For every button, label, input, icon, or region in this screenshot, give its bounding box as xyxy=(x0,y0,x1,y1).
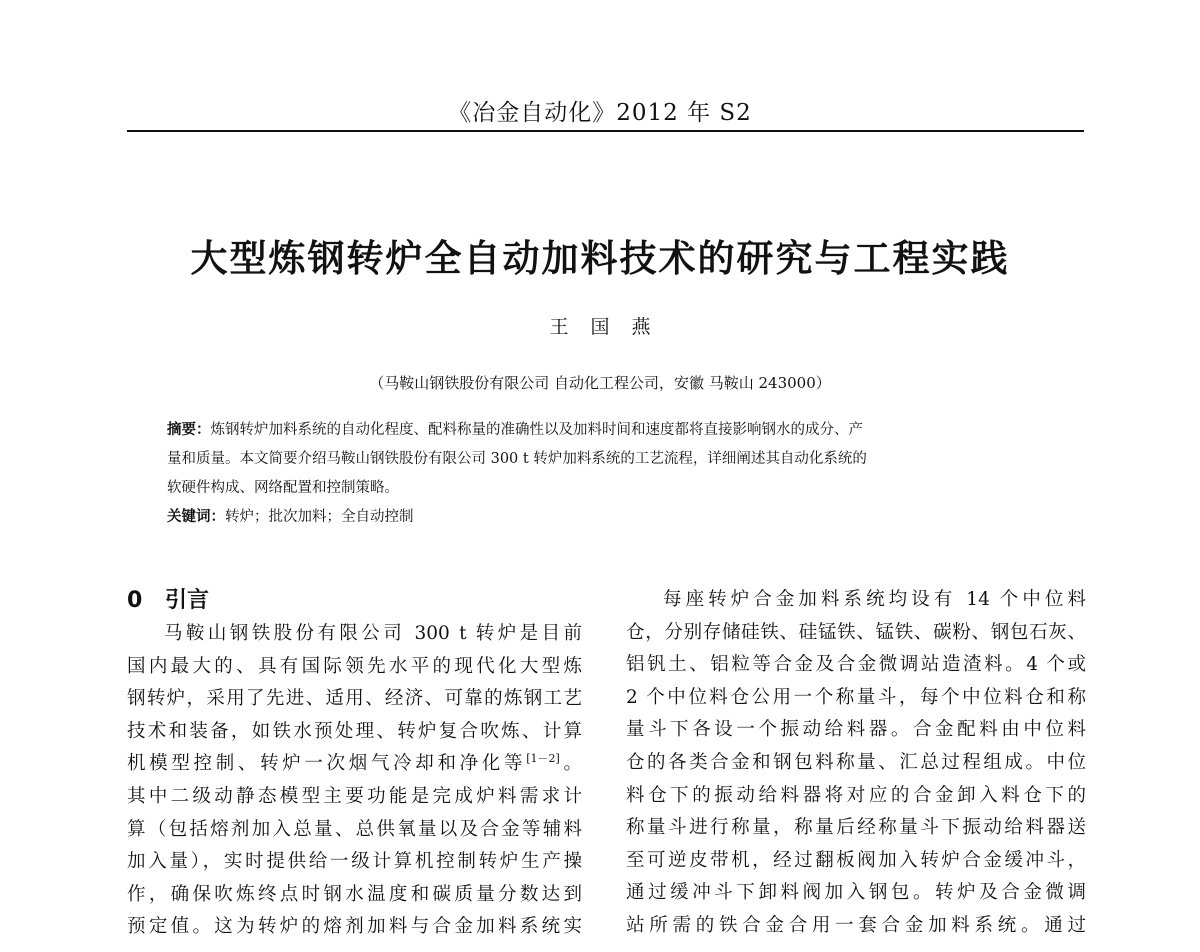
body-line: 其中二级动静态模型主要功能是完成炉料需求计 xyxy=(127,785,582,807)
abstract-text: 炼钢转炉加料系统的自动化程度、配料称量的准确性以及加料时间和速度都将直接影响钢水的成分、产 xyxy=(210,422,863,438)
header-rule xyxy=(127,130,1084,132)
abstract-line xyxy=(167,416,1053,445)
running-header: 《冶金自动化》2012 年 S2 xyxy=(448,100,752,126)
abstract-line: 量和质量。本文简要介绍马鞍山钢铁股份有限公司 300 t 转炉加料系统的工艺流程，详细阐述其自动化系统的 xyxy=(167,451,867,467)
body-line: 仓的各类合金和钢包料称量、汇总过程组成。中位 xyxy=(626,751,1086,773)
body-line: 至可逆皮带机，经过翻板阀加入转炉合金缓冲斗， xyxy=(626,849,1086,871)
right-column xyxy=(626,584,1086,943)
keywords-text: 转炉；批次加料；全自动控制 xyxy=(225,509,414,525)
body-line: 站所需的铁合金合用一套合金加料系统。通过 xyxy=(626,914,1086,936)
body-line xyxy=(127,748,582,781)
body-text: 机模型控制、转炉一次烟气冷却和净化等 xyxy=(127,753,527,775)
keywords-line xyxy=(167,503,1053,532)
body-line: 量斗下各设一个振动给料器。合金配料由中位料 xyxy=(626,719,1086,741)
affiliation: （马鞍山钢铁股份有限公司 自动化工程公司，安徽 马鞍山 243000） xyxy=(369,374,831,392)
section-title: 引言 xyxy=(165,588,210,613)
keywords-label: 关键词： xyxy=(167,509,225,525)
section-heading xyxy=(127,584,582,618)
body-line: 通过缓冲斗下卸料阀加入钢包。转炉及合金微调 xyxy=(626,882,1086,904)
abstract-line: 软硬件构成、网络配置和控制策略。 xyxy=(167,480,399,496)
paper-title: 大型炼钢转炉全自动加料技术的研究与工程实践 xyxy=(190,237,1010,280)
author-name: 王国燕 xyxy=(549,316,673,338)
body-line: 技术和装备，如铁水预处理、转炉复合吹炼、计算 xyxy=(127,720,582,742)
body-line: 马鞍山钢铁股份有限公司 300 t 转炉是目前 xyxy=(164,623,582,644)
body-line: 加入量），实时提供给一级计算机控制转炉生产操 xyxy=(127,851,582,873)
section-number: 0 xyxy=(127,588,143,613)
abstract-label: 摘要： xyxy=(167,422,211,438)
body-line: 料仓下的振动给料器将对应的合金卸入料仓下的 xyxy=(626,784,1086,806)
citation-ref: [1－2] xyxy=(526,752,560,766)
body-line: 铝钒土、铝粒等合金及合金微调站造渣料。4 个或 xyxy=(626,654,1086,676)
body-line: 2 个中位料仓公用一个称量斗，每个中位料仓和称 xyxy=(626,686,1086,708)
left-column xyxy=(127,584,582,944)
body-line: 国内最大的、具有国际领先水平的现代化大型炼 xyxy=(127,655,582,677)
body-line: 预定值。这为转炉的熔剂加料与合金加料系统实 xyxy=(127,916,582,938)
abstract-block xyxy=(167,416,1053,532)
body-text: 。 xyxy=(559,753,582,775)
body-line: 称量斗进行称量，称量后经称量斗下振动给料器送 xyxy=(626,817,1086,839)
body-line: 每座转炉合金加料系统均设有 14 个中位料 xyxy=(663,589,1086,610)
body-line: 仓，分别存储硅铁、硅锰铁、锰铁、碳粉、钢包石灰、 xyxy=(626,621,1086,643)
body-line: 算（包括熔剂加入总量、总供氧量以及合金等辅料 xyxy=(127,818,582,840)
body-line: 作，确保吹炼终点时钢水温度和碳质量分数达到 xyxy=(127,883,582,905)
body-line: 钢转炉，采用了先进、适用、经济、可靠的炼钢工艺 xyxy=(127,688,582,710)
